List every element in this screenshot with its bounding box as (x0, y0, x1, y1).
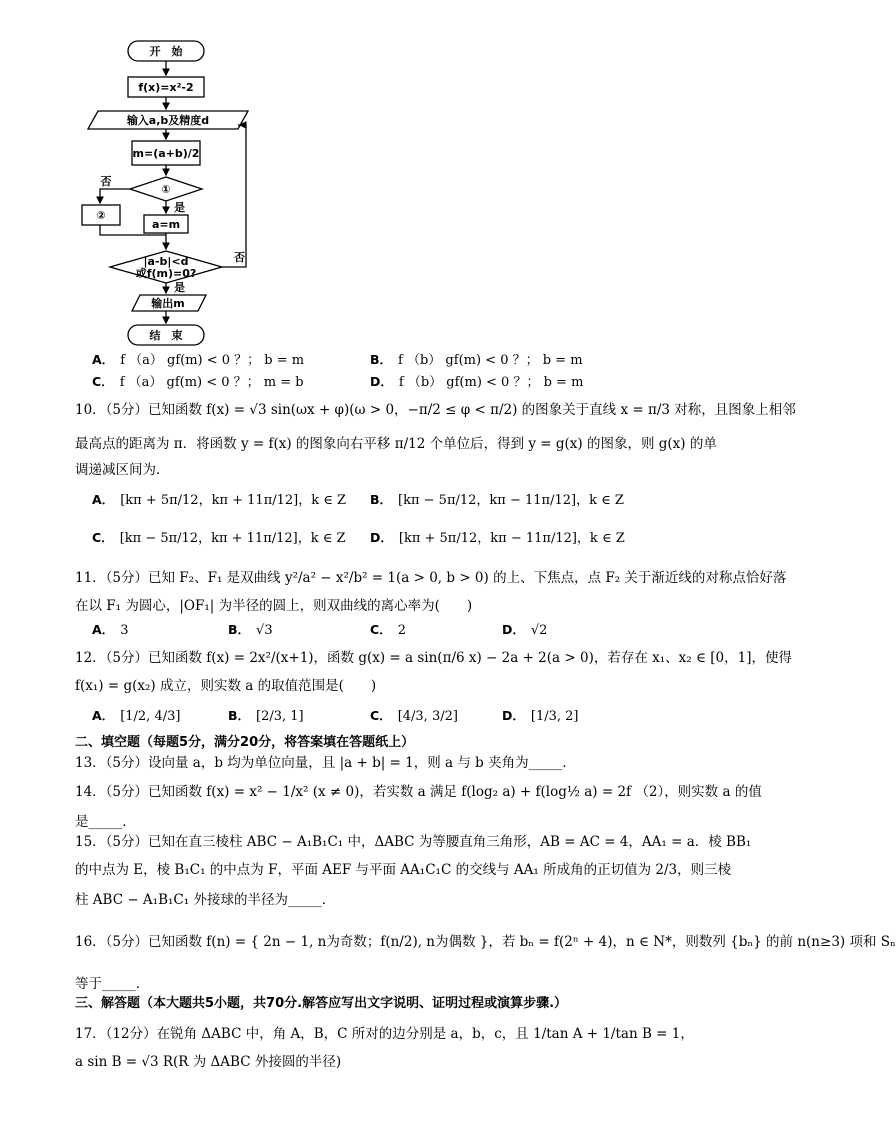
q9-option-d: D． f （b） gf(m) < 0 ？； b = m (370, 374, 584, 390)
flowchart-end-label: 结 束 (149, 329, 183, 342)
flowchart-input-label: 输入a,b及精度d (126, 114, 210, 127)
q12-option-b: B． [2/3, 1] (228, 708, 304, 724)
flowchart-mid-label: m=(a+b)/2 (132, 147, 200, 160)
q12-option-c: C． [4/3, 3/2] (370, 708, 458, 724)
flowchart-yes-bottom-label: 是 (174, 281, 185, 294)
q14-line1: 14．（5分）已知函数 f(x) = x² − 1/x² (x ≠ 0)，若实数 a 满足 f(log₂ a) + f(log½ a) = 2f （2），则实数 a 的值 (75, 784, 762, 800)
flowchart-yes-down-label: 是 (174, 201, 185, 214)
q13: 13．（5分）设向量 a，b 均为单位向量，且 |a + b| = 1，则 a 与 b 夹角为_____． (75, 755, 576, 771)
q10-option-c: C． [kπ − 5π/12，kπ + 11π/12]，k ∈ Z (92, 530, 346, 546)
q11-option-d: D． √2 (502, 622, 548, 638)
q10-line3: 调递减区间为． (75, 462, 170, 478)
section-fill-in-header: 二、填空题（每题5分，满分20分，将答案填在答题纸上） (75, 735, 415, 750)
q11-option-c: C． 2 (370, 622, 406, 638)
q10-option-a: A． [kπ + 5π/12，kπ + 11π/12]，k ∈ Z (92, 492, 347, 508)
q17-line1: 17．（12分）在锐角 ΔABC 中，角 A，B，C 所对的边分别是 a，b，c，且 1/tan A + 1/tan B = 1， (75, 1026, 694, 1042)
q10-option-d: D． [kπ + 5π/12，kπ − 11π/12]，k ∈ Z (370, 530, 625, 546)
flowchart-no-left-label: 否 (100, 175, 112, 188)
flowchart-func-label: f(x)=x²-2 (138, 81, 194, 94)
q12-option-a: A． [1/2, 4/3] (92, 708, 181, 724)
q11-line1: 11．（5分）已知 F₂、F₁ 是双曲线 y²/a² − x²/b² = 1(a > 0, b > 0) 的上、下焦点，点 F₂ 关于渐近线的对称点恰好落 (75, 570, 787, 586)
q9-option-c: C． f （a） gf(m) < 0 ？； m = b (92, 374, 304, 390)
flowchart-cond2-line1: |a-b|<d (143, 255, 189, 268)
q11-line2: 在以 F₁ 为圆心，|OF₁| 为半径的圆上，则双曲线的离心率为( ) (75, 598, 473, 614)
q10-line1: 10．（5分）已知函数 f(x) = √3 sin(ωx + φ)(ω > 0，−π/2 ≤ φ < π/2) 的图象关于直线 x = π/3 对称，且图象上相邻 (75, 402, 796, 418)
flowchart (70, 35, 270, 355)
q11-option-b: B． √3 (228, 622, 273, 638)
q12-line2: f(x₁) = g(x₂) 成立，则实数 a 的取值范围是( ) (75, 678, 377, 694)
q17-line2: a sin B = √3 R(R 为 ΔABC 外接圆的半径) (75, 1054, 342, 1070)
q15-line2: 的中点为 E，棱 B₁C₁ 的中点为 F，平面 AEF 与平面 AA₁C₁C 的交线与 AA₁ 所成角的正切值为 2/3，则三棱 (75, 862, 732, 878)
q15-line1: 15．（5分）已知在直三棱柱 ABC − A₁B₁C₁ 中，ΔABC 为等腰直角三角形，AB = AC = 4，AA₁ = a．棱 BB₁ (75, 834, 752, 850)
q15-line3: 柱 ABC − A₁B₁C₁ 外接球的半径为_____． (75, 892, 336, 908)
q10-option-b: B． [kπ − 5π/12，kπ − 11π/12]，k ∈ Z (370, 492, 624, 508)
flowchart-output-label: 输出m (151, 297, 185, 310)
flowchart-start-label: 开 始 (149, 45, 183, 58)
q16-line1: 16．（5分）已知函数 f(n) = { 2n − 1, n为奇数；f(n/2), n为偶数 }，若 bₙ = f(2ⁿ + 4)，n ∈ N*，则数列 {bₙ} 的前 n(n≥3) 项和 Sₙ (75, 934, 896, 950)
q9-option-a: A． f （a） gf(m) < 0 ？； b = m (92, 352, 305, 368)
q12-option-d: D． [1/3, 2] (502, 708, 579, 724)
flowchart-cond2-line2: 或f(m)=0? (135, 267, 197, 280)
flowchart-no-right-label: 否 (234, 251, 245, 264)
q10-line2: 最高点的距离为 π．将函数 y = f(x) 的图象向右平移 π/12 个单位后，得到 y = g(x) 的图象，则 g(x) 的单 (75, 436, 717, 452)
flowchart-cond1-label: ① (161, 183, 171, 196)
q9-option-b: B． f （b） gf(m) < 0 ？； b = m (370, 352, 583, 368)
q14-line2: 是_____． (75, 814, 136, 830)
q11-option-a: A． 3 (92, 622, 129, 638)
q16-line2: 等于_____． (75, 976, 150, 992)
q12-line1: 12．（5分）已知函数 f(x) = 2x²/(x+1)，函数 g(x) = a sin(π/6 x) − 2a + 2(a > 0)，若存在 x₁、x₂ ∈ [0，1]，使得 (75, 650, 792, 666)
section-answer-header: 三、解答题（本大题共5小题，共70分.解答应写出文字说明、证明过程或演算步骤.） (75, 996, 568, 1011)
flowchart-assign-label: a=m (151, 218, 181, 231)
flowchart-box2-label: ② (96, 209, 106, 222)
